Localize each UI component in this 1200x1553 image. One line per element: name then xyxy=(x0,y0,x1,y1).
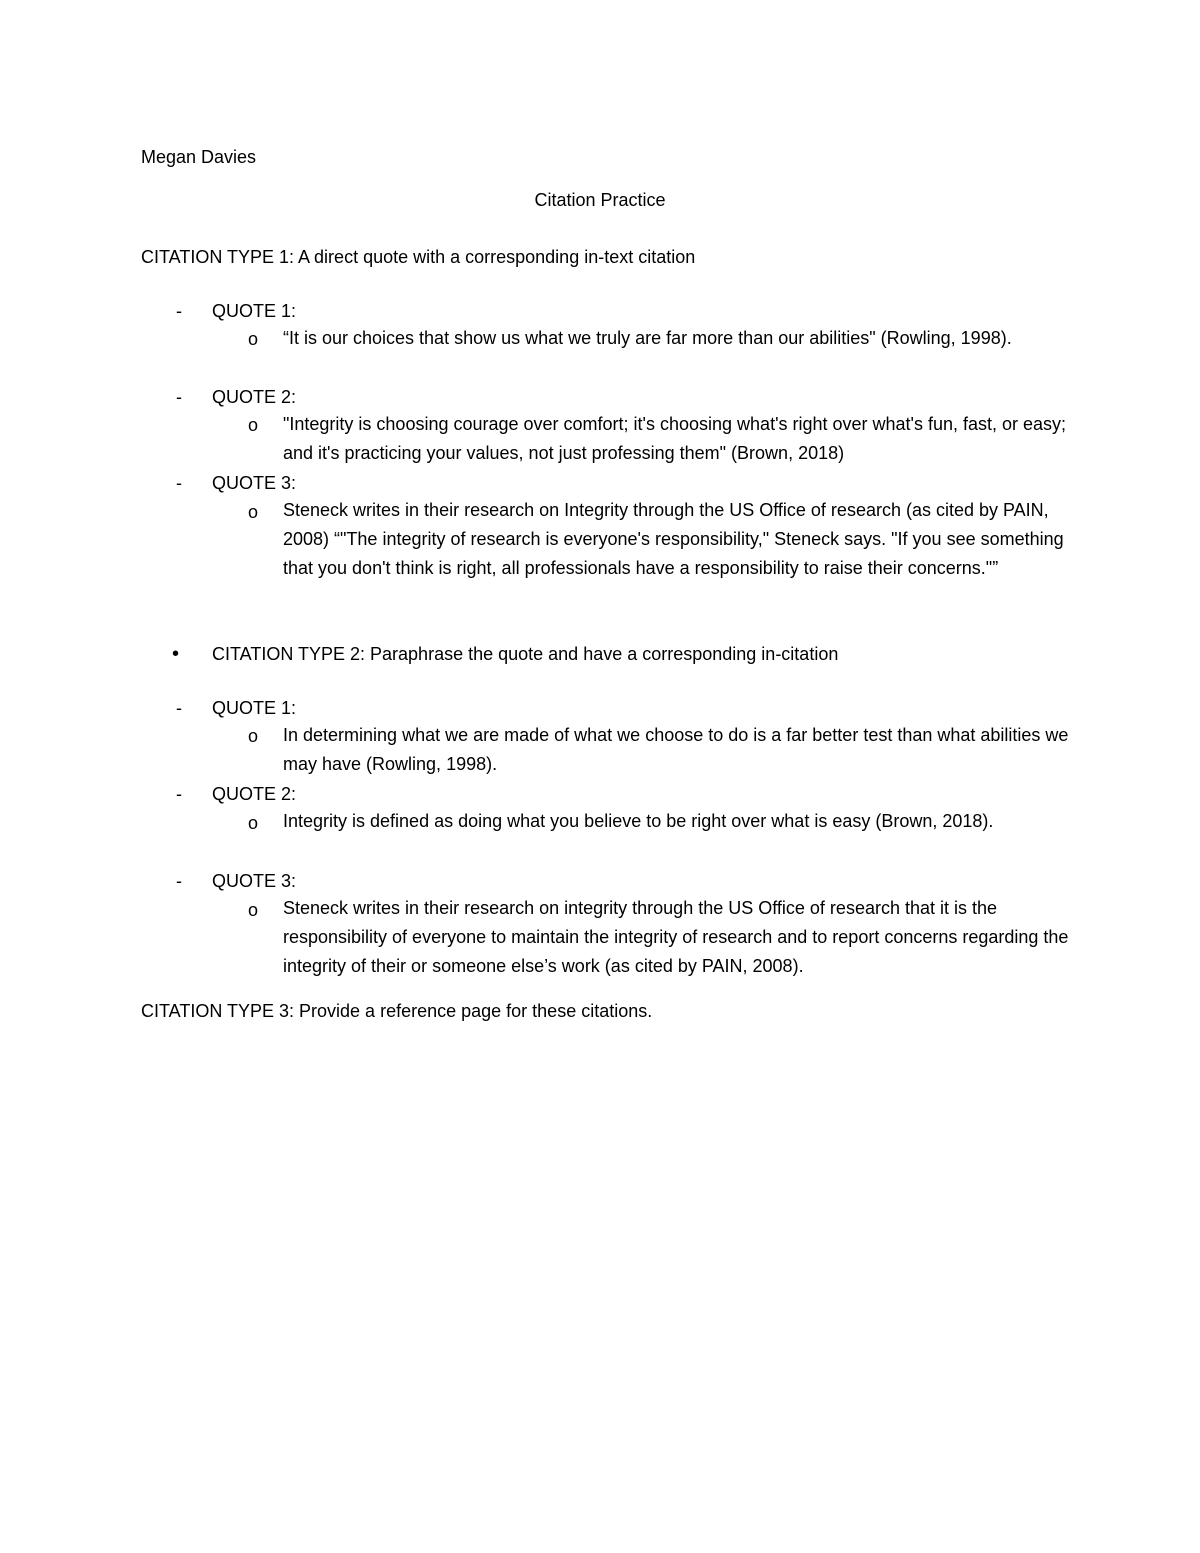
citation-type-3-heading: CITATION TYPE 3: Provide a reference page for these citations. xyxy=(141,1001,653,1021)
quote-label: QUOTE 3: xyxy=(212,473,297,493)
sub-bullet-marker: o xyxy=(248,726,259,746)
quote-label: QUOTE 1: xyxy=(212,301,297,321)
dash-marker: - xyxy=(176,387,182,407)
quote-label: QUOTE 1: xyxy=(212,698,297,718)
quote-text: Steneck writes in their research on Integrity through the US Office of research (as cited by PAIN, 2008) “"The integrity of research is everyone's responsibility," Steneck says. "If you see something that you don't think is right, all professionals have a responsibility to raise their concerns."” xyxy=(283,500,1064,578)
dash-marker: - xyxy=(176,871,182,891)
quote-text: Integrity is defined as doing what you believe to be right over what is easy (Brown, 2018). xyxy=(283,811,994,831)
sub-bullet-marker: o xyxy=(248,813,259,833)
quote-label: QUOTE 2: xyxy=(212,784,297,804)
document-title: Citation Practice xyxy=(534,190,666,210)
sub-bullet-marker: o xyxy=(248,900,259,920)
citation-type-1-heading: CITATION TYPE 1: A direct quote with a corresponding in-text citation xyxy=(141,247,696,267)
dash-marker: - xyxy=(176,698,182,718)
dash-marker: - xyxy=(176,301,182,321)
quote-text: Steneck writes in their research on integrity through the US Office of research that it is the responsibility of everyone to maintain the integrity of research and to report concerns regarding the integrity of their or someone else’s work (as cited by PAIN, 2008). xyxy=(283,898,1069,976)
quote-label: QUOTE 2: xyxy=(212,387,297,407)
quote-text: In determining what we are made of what we choose to do is a far better test than what abilities we may have (Rowling, 1998). xyxy=(283,725,1069,774)
author-name: Megan Davies xyxy=(141,147,257,167)
quote-label: QUOTE 3: xyxy=(212,871,297,891)
citation-type-2-heading: CITATION TYPE 2: Paraphrase the quote and have a corresponding in-citation xyxy=(212,644,839,664)
sub-bullet-marker: o xyxy=(248,415,259,435)
quote-text: “It is our choices that show us what we truly are far more than our abilities" (Rowling, 1998). xyxy=(283,328,1012,348)
dash-marker: - xyxy=(176,784,182,804)
sub-bullet-marker: o xyxy=(248,329,259,349)
sub-bullet-marker: o xyxy=(248,502,259,522)
quote-text: "Integrity is choosing courage over comfort; it's choosing what's right over what's fun, fast, or easy; and it's practicing your values, not just professing them" (Brown, 2018) xyxy=(283,414,1067,463)
dash-marker: - xyxy=(176,473,182,493)
bullet-marker: • xyxy=(172,643,180,665)
